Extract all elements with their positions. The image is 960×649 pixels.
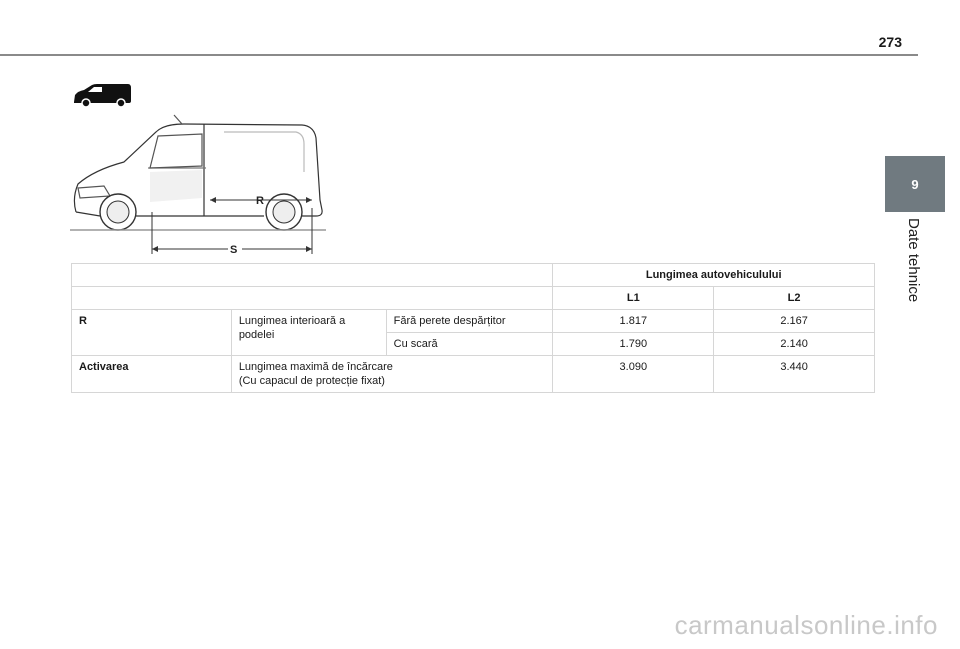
dimension-label-r: R [256,195,264,207]
row-label: R [72,310,232,356]
row-description-line-2: (Cu capacul de protecție fixat) [238,375,385,387]
row-variant: Fără perete despărțitor [386,310,553,333]
value-l1: 1.790 [553,333,714,356]
page-number: 273 [878,34,902,50]
column-l1: L1 [553,287,714,310]
chapter-tab[interactable]: 9 [885,156,945,212]
chapter-title: Date tehnice [905,218,922,303]
van-silhouette-icon [72,82,134,108]
top-rule [0,54,918,56]
table-row [72,310,875,333]
row-description [231,356,553,393]
van-side-view-diagram [64,112,334,260]
dimension-label-s: S [230,244,238,256]
row-description: Lungimea interioară a podelei [231,310,386,356]
watermark: carmanualsonline.info [674,610,938,640]
column-l2: L2 [714,287,875,310]
value-l2: 2.167 [714,310,875,333]
row-description-line-1: Lungimea maximă de încărcare [238,361,393,373]
value-l1: 1.817 [553,310,714,333]
value-l2: 2.140 [714,333,875,356]
table-header-row [72,264,875,287]
value-l2: 3.440 [714,356,875,393]
table-header-title: Lungimea autovehiculului [553,264,875,287]
row-label: Activarea [72,356,232,393]
table-row [72,356,875,393]
vehicle-length-table [71,263,875,393]
value-l1: 3.090 [553,356,714,393]
table-header-blank [72,264,553,287]
table-subheader-blank [72,287,553,310]
row-variant: Cu scară [386,333,553,356]
table-subheader-row [72,287,875,310]
